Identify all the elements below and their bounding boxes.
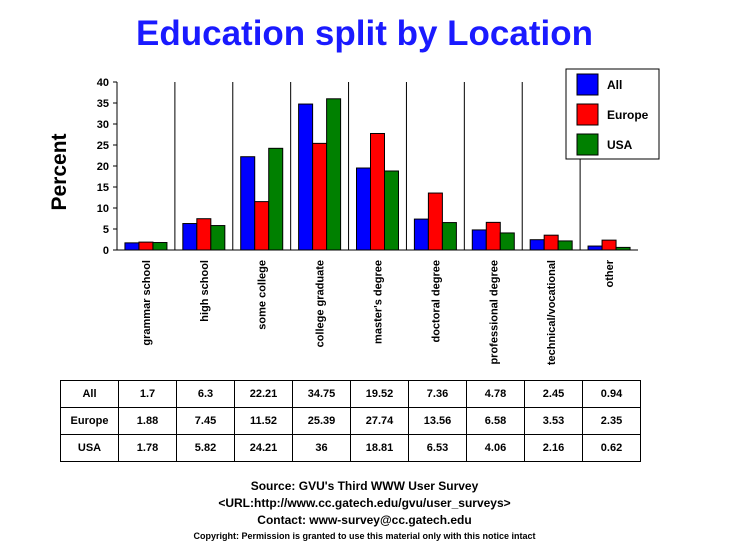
table-cell: 0.62 [583,435,641,462]
bar-usa [327,99,341,250]
legend-swatch-usa [577,134,598,155]
table-cell: 24.21 [235,435,293,462]
x-tick-label: grammar school [140,260,153,346]
table-cell: 1.7 [119,381,177,408]
bar-all [530,240,544,250]
y-tick-label: 0 [102,245,109,257]
bar-europe [313,143,327,250]
bar-usa [153,243,167,250]
x-tick-label: some college [256,260,269,330]
table-cell: 18.81 [351,435,409,462]
x-tick-label: master's degree [372,260,385,344]
y-ticks [97,77,117,257]
table-cell: 11.52 [235,408,293,435]
table-row [61,435,641,462]
bar-europe [486,222,500,250]
table-cell: 27.74 [351,408,409,435]
bar-europe [428,193,442,250]
table-cell: 7.45 [177,408,235,435]
table-cell: 2.45 [525,381,583,408]
table-cell: 6.53 [409,435,467,462]
footer-contact: Contact: www-survey@cc.gatech.edu [257,513,472,527]
y-tick-label: 10 [96,203,109,215]
data-table [60,380,641,462]
table-row [61,381,641,408]
bar-all [241,157,255,250]
bar-all [588,246,602,250]
bar-usa [442,223,456,250]
table-cell: 6.58 [467,408,525,435]
table-cell: 0.94 [583,381,641,408]
table-row-label: USA [61,435,119,462]
bar-europe [602,240,616,250]
table-cell: 6.3 [177,381,235,408]
bar-all [414,219,428,250]
table-cell: 1.78 [119,435,177,462]
bar-usa [269,148,283,250]
bar-europe [544,235,558,250]
y-tick-label: 20 [96,161,109,173]
table-row-label: All [61,381,119,408]
table-row-label: Europe [61,408,119,435]
table-cell: 25.39 [293,408,351,435]
table-cell: 4.06 [467,435,525,462]
bar-usa [558,241,572,250]
table-cell: 13.56 [409,408,467,435]
x-tick-label: college graduate [314,260,327,348]
bar-all [183,224,197,250]
x-tick-label: doctoral degree [430,260,443,343]
bar-all [125,243,139,250]
legend-label: USA [607,138,633,152]
y-tick-label: 25 [96,140,109,152]
x-tick-label: other [604,260,617,288]
y-tick-label: 15 [96,182,109,194]
table-cell: 1.88 [119,408,177,435]
x-tick-label: high school [198,260,211,322]
table-cell: 5.82 [177,435,235,462]
legend-swatch-europe [577,104,598,125]
y-tick-label: 5 [102,224,109,236]
bar-usa [500,233,514,250]
legend [566,69,659,159]
y-tick-label: 35 [96,98,109,110]
legend-label: All [607,78,623,92]
bar-all [472,230,486,250]
table-cell: 19.52 [351,381,409,408]
x-tick-labels [141,259,616,365]
table-cell: 7.36 [409,381,467,408]
bar-europe [139,242,153,250]
bars [125,99,630,250]
bar-usa [385,171,399,250]
table-cell: 36 [293,435,351,462]
bar-europe [371,133,385,250]
table-cell: 22.21 [235,381,293,408]
y-axis-label: Percent [48,133,71,211]
y-tick-label: 40 [96,77,109,89]
chart-title: Education split by Location [136,14,593,53]
bar-usa [211,226,225,250]
footer-url: <URL:http://www.cc.gatech.edu/gvu/user_surveys> [218,496,511,510]
footer [0,478,729,543]
footer-source: Source: GVU's Third WWW User Survey [250,479,479,493]
bar-all [357,168,371,250]
table-cell: 34.75 [293,381,351,408]
table-cell: 2.16 [525,435,583,462]
bar-all [299,104,313,250]
bar-europe [255,202,269,250]
table-cell: 2.35 [583,408,641,435]
x-tick-label: technical/vocational [546,260,559,366]
legend-label: Europe [607,108,649,122]
legend-swatch-all [577,74,598,95]
table-row [61,408,641,435]
table-cell: 3.53 [525,408,583,435]
x-tick-label: professional degree [488,260,501,365]
y-tick-label: 30 [96,119,109,131]
bar-europe [197,219,211,250]
footer-copyright: Copyright: Permission is granted to use this material only with this notice intact [193,531,536,541]
table-cell: 4.78 [467,381,525,408]
